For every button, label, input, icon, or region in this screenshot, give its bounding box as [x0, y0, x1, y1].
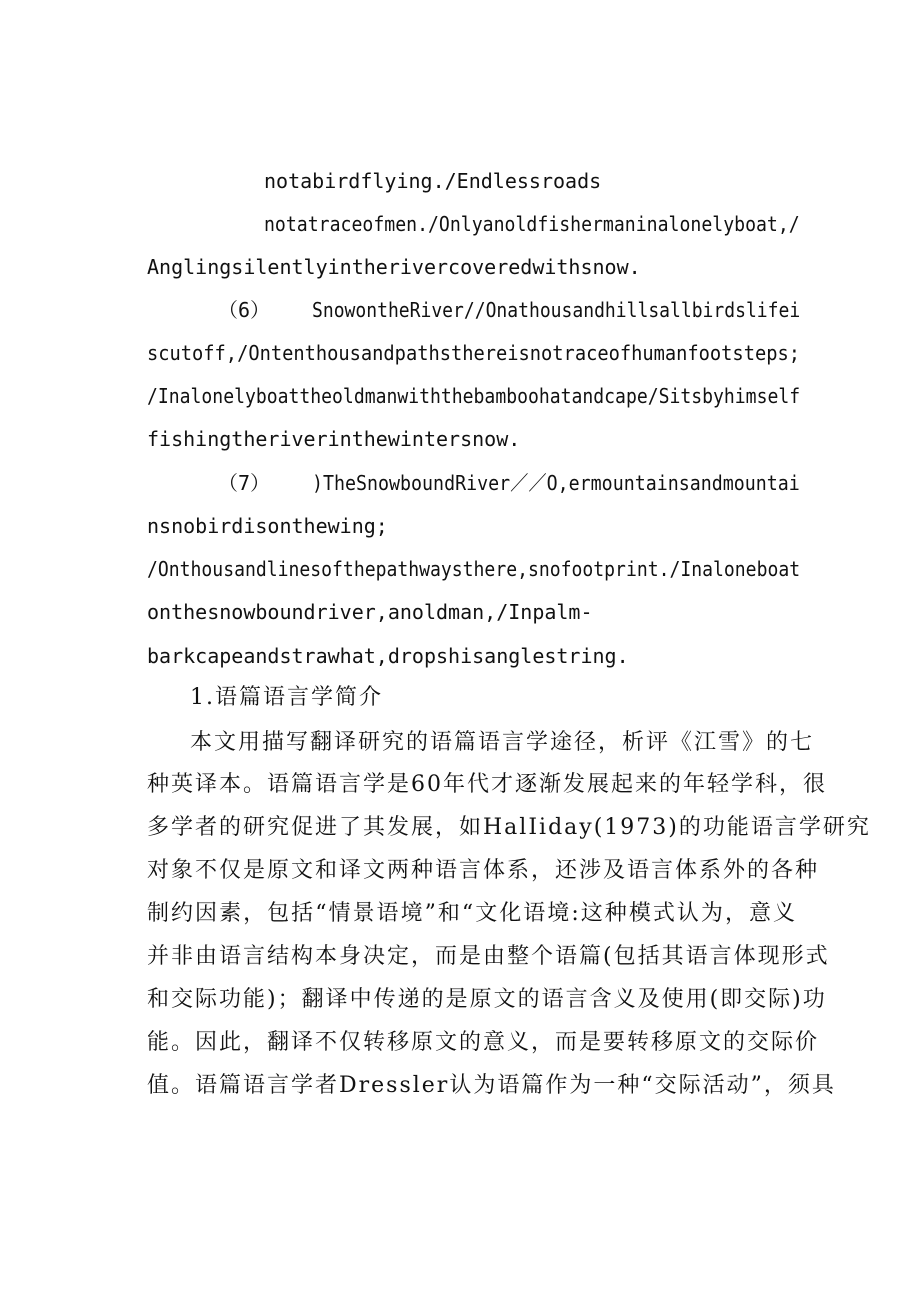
translation-6-line-1: SnowontheRiver//Onathousandhillsallbirdslifei [312, 298, 801, 322]
translation-7-line-4: onthesnowboundriver,anoldman,/Inpalm- [147, 600, 593, 624]
body-line-9: 值。语篇语言学者Dressler认为语篇作为一种“交际活动”，须具 [147, 1073, 836, 1098]
translation-7-number: （7） [218, 471, 271, 495]
body-line-6: 并非由语言结构本身决定，而是由整个语篇(包括其语言体现形式 [147, 944, 830, 969]
translation-7-line-1: )TheSnowboundRiver／／O,ermountainsandmountai [312, 471, 800, 495]
section-heading: 1.语篇语言学简介 [190, 685, 383, 710]
translation-6-line-2: scutoff,/Ontenthousandpathsthereisnotraceofhumanfootsteps; [147, 341, 800, 365]
translation-5-line-1: notabirdflying./Endlessroads [264, 169, 602, 193]
translation-5-line-2: notatraceofmen./Onlyanoldfishermaninalonelyboat,/ [264, 212, 800, 236]
translation-6-line-3: /Inalonelyboattheoldmanwiththebamboohatandcape/Sitsbyhimself [147, 384, 801, 408]
body-line-3: 多学者的研究促进了其发展，如HalIiday(1973)的功能语言学研究 [147, 815, 871, 840]
translation-6-number: （6） [218, 298, 271, 322]
translation-7-line-5: barkcapeandstrawhat,dropshisanglestring. [147, 644, 629, 668]
body-line-5: 制约因素，包括“情景语境”和“文化语境:这种模式认为，意义 [147, 901, 797, 926]
body-line-4: 对象不仅是原文和译文两种语言体系，还涉及语言体系外的各种 [147, 858, 820, 883]
body-line-7: 和交际功能)；翻译中传递的是原文的语言含义及使用(即交际)功 [147, 987, 827, 1012]
translation-7-line-2: nsnobirdisonthewing; [147, 514, 388, 538]
translation-6-line-4: fishingtheriverinthewintersnow. [147, 427, 521, 451]
body-line-1: 本文用描写翻译研究的语篇语言学途径，析评《江雪》的七 [190, 730, 815, 755]
body-line-8: 能。因此，翻译不仅转移原文的意义，而是要转移原文的交际价 [147, 1030, 820, 1055]
translation-5-line-3: Anglingsilentlyintherivercoveredwithsnow. [147, 255, 641, 279]
body-line-2: 种英译本。语篇语言学是60年代才逐渐发展起来的年轻学科，很 [147, 772, 827, 797]
translation-7-line-3: /Onthousandlinesofthepathwaysthere,snofootprint./Inaloneboat [147, 557, 801, 581]
